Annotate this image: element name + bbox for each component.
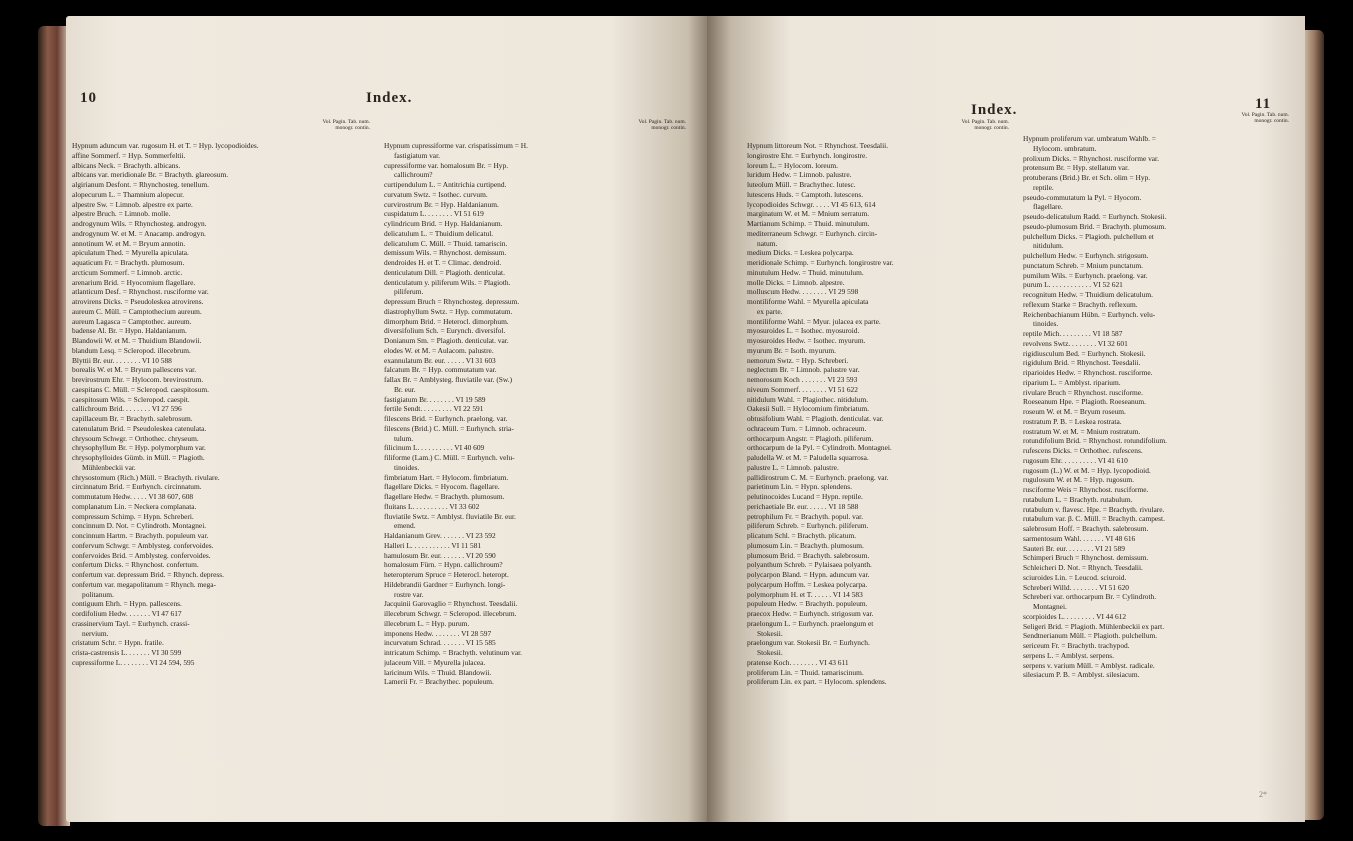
index-entry: crassinervium Tayl. = Eurhynch. crassi- (72, 618, 190, 628)
index-entry: imponens Hedw. . . . . . . . VI 28 597 (384, 628, 492, 638)
index-entry: annotinum W. et M. = Bryum annotin. (72, 238, 186, 248)
index-entry: riparioides Hedw. = Rhynchost. rusciforme. (1023, 368, 1153, 377)
index-entry: crista-castrensis L. . . . . . . VI 30 599 (72, 648, 182, 657)
index-entry: Hypnum cupressiforme var. crispatissimum = H. (384, 141, 528, 150)
index-entry: reptile. (1033, 182, 1054, 192)
index-entry: elodes W. et M. = Aulacom. palustre. (384, 345, 494, 355)
index-entry: caespitans C. Müll. = Scleropod. caespitosum. (72, 384, 209, 394)
index-entry: exannulatum Br. eur. . . . . . VI 31 603 (384, 355, 496, 365)
index-entry: proliferum Lin. ex part. = Hylocom. splendens. (747, 677, 887, 687)
index-entry: dimorphum Brid. = Heterocl. dimorphum. (384, 316, 509, 326)
index-entry: cristatum Schr. = Hypn. fratile. (72, 638, 164, 648)
index-entry: lycopodioides Schwgr. . . . . VI 45 613, 614 (747, 199, 876, 209)
index-entry: filicinum L. . . . . . . . . . VI 40 609 (384, 443, 485, 453)
index-entry: catenulatum Brid. = Pseudoleskea catenulata. (72, 423, 207, 433)
index-entry: incurvatum Schrad. . . . . . . VI 15 585 (384, 638, 496, 648)
index-entry: fastigiatum var. (394, 150, 440, 160)
index-entry: compressum Schimp. = Hypn. Schreberi. (72, 511, 194, 521)
index-entry: filescens (Brid.) C. Müll. = Eurhynch. stria- (384, 423, 514, 433)
index-entry: tinoides. (394, 462, 420, 472)
index-entry: rusciforme Weis = Rhynchost. rusciforme. (1023, 485, 1149, 494)
index-entry: falcatum Br. = Hyp. commutatum var. (384, 365, 497, 375)
index-entry: plumosum Brid. = Brachyth. salebrosum. (747, 550, 870, 560)
index-entry: pseudo-plumosum Brid. = Brachyth. plumosum. (1023, 221, 1167, 231)
index-entry: hamulosum Br. eur. . . . . . . VI 20 590 (384, 550, 496, 560)
index-entry: albicans Neck. = Brachyth. albicans. (72, 160, 181, 170)
index-entry: Martianum Schimp. = Thuid. minutulum. (747, 219, 870, 228)
index-entry: confervum Schwgr. = Amblysteg. confervoides. (72, 540, 214, 550)
index-entry: caespitosum Wils. = Scleropod. caespit. (72, 394, 190, 404)
index-entry: arenarium Brid. = Hyocomium flagellare. (72, 277, 196, 287)
index-entry: illecebrum Schwgr. = Scleropod. illecebrum. (384, 609, 517, 618)
index-entry: contiguum Ehrh. = Hypn. pallescens. (72, 599, 182, 609)
index-entry: niveum Sommerf. . . . . . . . VI 51 622 (747, 384, 858, 394)
index-entry: intricatum Schimp. = Brachyth. velutinum var. (384, 648, 522, 657)
index-entry: alopecurum L. = Thamnium alopecur. (72, 189, 184, 199)
index-entry: luridum Hedw. = Limnob. palustre. (747, 170, 852, 180)
index-entry: molle Dicks. = Limnob. alpestre. (747, 277, 845, 287)
open-book (38, 16, 1324, 822)
index-entry: demissum Wils. = Rhynchost. demissum. (384, 248, 507, 258)
index-entry: pumilum Wils. = Eurhynch. praelong. var. (1023, 270, 1148, 280)
index-entry: delicatulum C. Müll. = Thuid. tamariscin. (384, 238, 508, 248)
index-entry: recognitum Hedw. = Thuidium delicatulum. (1023, 290, 1153, 299)
index-entry: Haldanianum Grev. . . . . . . VI 23 592 (384, 531, 496, 540)
index-entry: prolixum Dicks. = Rhynchost. rusciforme var. (1023, 153, 1159, 163)
index-entry: pallidirostrum C. M. = Eurhynch. praelong. var. (747, 472, 889, 482)
index-entry: neglectum Br. = Limnob. palustre var. (747, 365, 860, 375)
index-entry: borealis W. et M. = Bryum pallescens var. (72, 365, 197, 375)
index-entry: chrysostomum (Rich.) Müll. = Brachyth. rivulare. (72, 472, 220, 482)
index-entry: pulchellum Hedw. = Eurhynch. strigosum. (1023, 251, 1149, 260)
index-entry: Mühlenbeckii var. (82, 462, 136, 472)
index-entry: serpens L. = Amblyst. serpens. (1023, 650, 1114, 660)
index-entry: scorpioides L. . . . . . . . . VI 44 612 (1023, 611, 1127, 621)
index-entry: reptile Mich. . . . . . . . . VI 18 587 (1023, 329, 1123, 338)
index-entry: myosuroides Hedw. = Isothec. myurum. (747, 336, 866, 345)
index-entry: algirianum Desfont. = Rhynchosteg. tenellum. (72, 180, 209, 189)
index-entry: aureum C. Müll. = Camptothecium aureum. (72, 306, 202, 316)
index-entry: molluscum Hedw. . . . . . . . VI 29 598 (747, 287, 859, 297)
column-header: Vol. Pagin. Tab. num. monogr. contin. (961, 119, 1009, 131)
index-entry: diversifolium Sch. = Eurynch. diversifol. (384, 326, 506, 336)
index-entry: aquaticum Fr. = Brachyth. plumosum. (72, 258, 185, 267)
index-entry: Sendtnerianum Müll. = Plagioth. pulchellum. (1023, 631, 1158, 641)
index-entry: alpestre Sw. = Limnob. alpestre ex parte. (72, 199, 193, 209)
index-entry: badense Al. Br. = Hypn. Haldanianum. (72, 326, 187, 336)
index-entry: cuspidatum L. . . . . . . . VI 51 619 (384, 209, 484, 219)
index-entry: dendroides H. et T. = Climac. dendroid. (384, 258, 502, 267)
index-entry: confertum var. depressum Brid. = Rhynch. depress. (72, 570, 224, 579)
index-entry: alpestre Bruch. = Limnob. molle. (72, 209, 171, 219)
index-entry: Schreberi Willd. . . . . . . . VI 51 620 (1023, 582, 1129, 592)
index-entry: salebrosum Hoff. = Brachyth. salebrosum. (1023, 524, 1149, 533)
index-entry: populeum Hedw. = Brachyth. populeum. (747, 599, 868, 609)
index-entry: Hypnum proliferum var. umbratum Wahlb. = (1023, 134, 1156, 143)
index-entry: palustre L. = Limnob. palustre. (747, 462, 839, 472)
signature-mark: 2* (1259, 790, 1267, 799)
left-page (66, 16, 707, 822)
index-entry: politanum. (82, 589, 114, 599)
index-entry: cylindricum Brid. = Hyp. Haldanianum. (384, 219, 503, 228)
index-entry: Halleri L. . . . . . . . . . . VI 11 581 (384, 540, 482, 550)
index-entry: silesiacum P. B. = Amblyst. silesiacum. (1023, 670, 1140, 680)
index-entry: piliferum. (394, 287, 424, 297)
index-entry: complanatum Lin. = Neckera complanata. (72, 501, 197, 511)
right-page (707, 16, 1305, 822)
index-entry: perichaetiale Br. eur. . . . . . VI 18 588 (747, 501, 859, 511)
index-entry: Hildebrandii Gardner = Eurhynch. longi- (384, 579, 506, 589)
index-entry: Stokesii. (757, 648, 783, 657)
index-entry: montiliforme Wahl. = Myurella apiculata (747, 297, 869, 306)
index-entry: Oakesii Sull. = Hylocomium fimbriatum. (747, 404, 869, 414)
index-entry: chrysoum Schwgr. = Orthothec. chryseum. (72, 433, 199, 443)
index-entry: pratense Koch. . . . . . . . VI 43 611 (747, 657, 849, 667)
index-entry: mediterraneum Schwgr. = Eurhynch. circin- (747, 228, 878, 238)
index-entry: polymorphum H. et T. . . . . . VI 14 583 (747, 589, 863, 599)
index-entry: fallax Br. = Amblysteg. fluviatile var. (Sw.) (384, 375, 513, 384)
index-entry: delicatulum L. = Thuidium delicatul. (384, 228, 494, 238)
index-entry: curvirostrum Br. = Hyp. Haldanianum. (384, 199, 499, 209)
index-entry: proliferum Lin. = Thuid. tamariscinum. (747, 667, 864, 677)
index-entry: callichroum Brid. . . . . . . . VI 27 596 (72, 404, 182, 414)
index-entry: atlanticum Desf. = Rhynchost. rusciforme var. (72, 287, 209, 297)
index-entry: orthocarpum de la Pyl. = Cylindroth. Montagnei. (747, 443, 892, 453)
column-header: Vol. Pagin. Tab. num. monogr. contin. (1241, 112, 1289, 124)
index-entry: fimbriatum Hart. = Hylocom. fimbriatum. (384, 472, 509, 482)
index-entry: praecox Hedw. = Eurhynch. strigosum var. (747, 609, 874, 618)
index-entry: montiliforme Wahl. = Myur. julacea ex parte. (747, 316, 881, 326)
index-entry: rugosum Ehr. . . . . . . . . . VI 41 610 (1023, 455, 1128, 465)
index-entry: confertum var. megapolitanum = Rhynch. mega- (72, 579, 216, 589)
index-entry: rostratum W. et M. = Mnium rostratum. (1023, 426, 1141, 436)
index-entry: rotundifolium Brid. = Rhynchost. rotundifolium. (1023, 436, 1167, 446)
index-entry: sarmentosum Wahl. . . . . . . VI 48 616 (1023, 533, 1136, 543)
index-entry: rigidiusculum Bed. = Eurhynch. Stokesii. (1023, 348, 1146, 358)
index-entry: capillaceum Br. = Brachyth. salebrosum. (72, 414, 193, 423)
index-entry: concinnum Hartm. = Brachyth. populeum var. (72, 531, 209, 540)
index-entry: curtipendulum L. = Antitrichia curtipend. (384, 180, 507, 189)
index-entry: lutescens Huds. = Camptoth. lutescens. (747, 189, 864, 199)
index-entry: polyanthum Schreb. = Pylaisaea polyanth. (747, 560, 872, 570)
index-entry: aureum Lagasca = Camptothec. aureum. (72, 316, 192, 326)
index-entry: confervoides Brid. = Amblysteg. confervoides. (72, 550, 211, 560)
page-number-right: 11 (1255, 96, 1272, 112)
index-entry: paludella W. et M. = Paludella squarrosa. (747, 453, 869, 462)
index-entry: cupressiforme var. homalosum Br. = Hyp. (384, 160, 509, 170)
index-entry: plumosum Lin. = Brachyth. plumosum. (747, 540, 864, 550)
index-entry: confertum Dicks. = Rhynchost. confertum. (72, 560, 199, 570)
index-entry: flagellare Hedw. = Brachyth. plumosum. (384, 492, 505, 501)
index-entry: chrysophyllum Br. = Hyp. polymorphum var. (72, 443, 206, 453)
index-entry: rostre var. (394, 589, 424, 599)
index-entry: piliferum Schreb. = Eurhynch. piliferum. (747, 521, 869, 531)
index-entry: Seligeri Brid. = Plagioth. Mühlenbeckii ex part. (1023, 621, 1165, 631)
index-entry: pseudo-delicatulum Radd. = Eurhynch. Stokesii. (1023, 212, 1167, 221)
index-entry: emend. (394, 521, 416, 531)
index-entry: protuberans (Brid.) Br. et Sch. olim = Hyp. (1023, 173, 1151, 182)
index-entry: callichroum? (394, 170, 433, 180)
index-entry: parietinum Lin. = Hypn. splendens. (747, 482, 852, 492)
index-entry: purum L. . . . . . . . . . . . VI 52 621 (1023, 280, 1123, 290)
index-entry: ex parte. (757, 306, 783, 316)
index-entry: heteropterum Spruce = Heterocl. heteropt. (384, 570, 509, 579)
index-entry: rostratum P. B. = Leskea rostrata. (1023, 416, 1122, 426)
index-entry: marginatum W. et M. = Mnium serratum. (747, 209, 870, 219)
index-entry: fluviatile Swtz. = Amblyst. fluviatile Br. eur. (384, 511, 516, 521)
index-entry: cupressiforme L. . . . . . . . VI 24 594, 595 (72, 657, 195, 667)
right-page-edges (1302, 30, 1324, 820)
index-entry: filescens Brid. = Eurhynch. praelong. var. (384, 414, 508, 423)
index-entry: sciuroides Lin. = Leucod. sciuroid. (1023, 572, 1127, 582)
index-entry: medium Dicks. = Leskea polycarpa. (747, 248, 854, 258)
index-entry: blandum Lesq. = Scleropod. illecebrum. (72, 345, 191, 355)
index-entry: Sauteri Br. eur. . . . . . . . VI 21 589 (1023, 543, 1125, 553)
index-entry: Hypnum aduncum var. rugosum H. et T. = Hyp. lycopodioides. (72, 141, 259, 150)
index-entry: illecebrum L. = Hyp. purum. (384, 618, 470, 628)
index-entry: Schreberi var. orthocarpum Br. = Cylindroth. (1023, 592, 1157, 602)
page-number-left: 10 (80, 90, 97, 106)
index-entry: ochraceum Turn. = Limnob. ochraceum. (747, 423, 867, 433)
index-entry: Jacquinii Garovaglio = Rhynchost. Teesdalii. (384, 599, 518, 609)
index-entry: roseum W. et M. = Bryum roseum. (1023, 407, 1126, 416)
index-entry: Stokesii. (757, 628, 783, 638)
index-entry: myosuroides L. = Isothec. myosuroid. (747, 326, 860, 336)
index-entry: plicatum Schl. = Brachyth. plicatum. (747, 531, 857, 540)
index-entry: nemorum Swtz. = Hyp. Schreberi. (747, 355, 849, 365)
index-entry: Montagnei. (1033, 602, 1067, 611)
index-entry: rivulare Bruch = Rhynchost. rusciforme. (1023, 387, 1143, 397)
index-entry: Blyttii Br. eur. . . . . . . . VI 10 588 (72, 355, 172, 365)
index-entry: diastrophyllum Swtz. = Hyp. commutatum. (384, 306, 513, 316)
index-entry: rufescens Dicks. = Orthothec. rufescens. (1023, 446, 1143, 455)
index-entry: natum. (757, 238, 778, 248)
index-entry: Lamerii Fr. = Brachythec. populeum. (384, 677, 494, 687)
index-entry: concinnum D. Not. = Cylindroth. Montagnei. (72, 521, 207, 531)
index-entry: flagellare. (1033, 202, 1063, 212)
index-entry: fertile Sendt. . . . . . . . . VI 22 591 (384, 404, 484, 414)
index-entry: depressum Bruch = Rhynchosteg. depressum. (384, 297, 520, 306)
index-entry: revolvens Swtz. . . . . . . . VI 32 601 (1023, 338, 1128, 348)
index-entry: affine Sommerf. = Hyp. Sommerfeltii. (72, 150, 186, 160)
index-entry: arcticum Sommerf. = Limnob. arctic. (72, 267, 183, 277)
index-entry: tulum. (394, 433, 414, 443)
index-entry: Schleicheri D. Not. = Rhynch. Teesdalii. (1023, 563, 1143, 572)
index-entry: apiculatum Thed. = Myurella apiculata. (72, 248, 189, 258)
index-entry: rutabulum L. = Brachyth. rutabulum. (1023, 494, 1133, 504)
index-entry: chrysophylloides Gümb. in Müll. = Plagioth. (72, 453, 205, 462)
index-entry: Roeseanum Hpe. = Plagioth. Roeseanum. (1023, 397, 1147, 407)
column-header: Vol. Pagin. Tab. num. monogr. contin. (322, 119, 370, 131)
column-header: Vol. Pagin. Tab. num. monogr. contin. (638, 119, 686, 131)
index-entry: laricinum Wils. = Thuid. Blandowii. (384, 667, 492, 677)
index-entry: sericeum Fr. = Brachyth. trachypod. (1023, 641, 1130, 650)
right-column-1 (747, 119, 1009, 687)
index-entry: commutatum Hedw. . . . . VI 38 607, 608 (72, 492, 194, 501)
index-entry: Donianum Sm. = Plagioth. denticulat. var. (384, 336, 509, 345)
index-entry: filiforme (Lam.) C. Müll. = Eurhynch. velu- (384, 453, 515, 462)
index-entry: polycarpon Bland. = Hypn. aduncum var. (747, 570, 870, 579)
index-entry: circinnatum Brid. = Eurhynch. circinnatum. (72, 482, 202, 492)
page-title-left: Index. (366, 90, 413, 106)
index-entry: serpens v. varium Müll. = Amblyst. radicale. (1023, 660, 1155, 670)
index-entry: androgynum W. et M. = Anacamp. androgyn. (72, 228, 206, 238)
index-entry: Br. eur. (394, 384, 416, 394)
index-entry: nervium. (82, 628, 109, 638)
index-entry: rigidulum Brid. = Rhynchost. Teesdalii. (1023, 358, 1141, 368)
index-entry: atrovirens Dicks. = Pseudoleskea atrovirens. (72, 297, 204, 306)
index-entry: fluitans L. . . . . . . . . . VI 33 602 (384, 501, 480, 511)
index-entry: orthocarpum Angstr. = Plagioth. piliferum. (747, 433, 874, 443)
index-entry: nemorosum Koch . . . . . . . VI 23 593 (747, 375, 858, 384)
index-entry: praelongum var. Stokesii Br. = Eurhynch. (747, 638, 870, 648)
index-entry: protensum Br. = Hyp. stellatum var. (1023, 163, 1129, 173)
index-entry: cordifolium Hedw. . . . . . . VI 47 617 (72, 609, 182, 618)
index-entry: punctatum Schreb. = Mnium punctatum. (1023, 260, 1143, 270)
index-entry: Hylocom. umbratum. (1033, 143, 1097, 153)
index-entry: minutulum Hedw. = Thuid. minutulum. (747, 267, 864, 277)
index-entry: fastigiatum Br. . . . . . . . VI 19 589 (384, 394, 486, 404)
index-entry: nitidulum Wahl. = Plagiothec. nitidulum. (747, 394, 869, 404)
index-entry: luteolum Müll. = Brachythec. lutesc. (747, 180, 856, 189)
index-entry: albicans var. meridionale Br. = Brachyth. glareosum. (72, 170, 229, 180)
index-entry: homalosum Fürn. = Hypn. callichroum? (384, 560, 503, 570)
index-entry: rugosum (L.) W. et M. = Hyp. lycopodioid. (1023, 465, 1151, 475)
index-entry: pelutinocoides Lucand = Hypn. reptile. (747, 492, 863, 501)
right-column-2 (1023, 112, 1289, 680)
index-entry: polycarpum Hoffm. = Leskea polycarpa. (747, 579, 868, 589)
index-entry: Hypnum littoreum Not. = Rhynchost. Teesdalii. (747, 141, 889, 150)
index-entry: Reichenbachianum Hübn. = Eurhynch. velu- (1023, 309, 1156, 319)
index-entry: Schimperi Bruch = Rhynchost. demissum. (1023, 553, 1149, 563)
index-entry: pseudo-commutatum la Pyl. = Hyocom. (1023, 192, 1142, 202)
index-entry: Blandowii W. et M. = Thuidium Blandowii. (72, 336, 202, 345)
index-entry: praelongum L. = Eurhynch. praelongum et (747, 618, 874, 628)
left-column-1 (72, 119, 370, 668)
index-entry: rutabulum var. β. C. Müll. = Brachyth. campest. (1023, 514, 1165, 524)
index-entry: nitidulum. (1033, 241, 1064, 251)
index-entry: longirostre Ehr. = Eurhynch. longirostre. (747, 150, 868, 160)
index-entry: julaceum Vill. = Myurella julacea. (384, 657, 486, 667)
index-entry: denticulatum y. piliferum Wils. = Plagioth. (384, 277, 511, 287)
index-entry: tinoides. (1033, 319, 1059, 329)
index-entry: riparium L. = Amblyst. riparium. (1023, 377, 1121, 387)
index-entry: androgynum Wils. = Rhynchosteg. androgyn. (72, 219, 207, 228)
index-entry: pulchellum Dicks. = Plagioth. pulchellum et (1023, 231, 1154, 241)
index-entry: rutabulum v. flavesc. Hpe. = Brachyth. rivulare. (1023, 504, 1165, 514)
index-entry: rugulosum W. et M. = Hyp. rugosum. (1023, 475, 1134, 485)
index-entry: meridionale Schimp. = Eurhynch. longirostre var. (747, 258, 894, 267)
index-entry: flagellare Dicks. = Hyocom. flagellare. (384, 482, 500, 492)
index-entry: curvatum Swtz. = Isothec. curvum. (384, 189, 488, 199)
left-column-2 (384, 119, 686, 687)
index-entry: brevirostrum Ehr. = Hylocom. brevirostrum. (72, 375, 204, 384)
index-entry: reflexum Starke = Brachyth. reflexum. (1023, 299, 1138, 309)
index-entry: loreum L. = Hylocom. loreum. (747, 160, 838, 170)
page-title-right: Index. (971, 102, 1018, 118)
index-entry: denticulatum Dill. = Plagioth. denticulat. (384, 267, 505, 277)
index-entry: obtusifolium Wahl. = Plagioth. denticulat. var. (747, 414, 884, 423)
index-entry: myurum Br. = Isoth. myurum. (747, 345, 836, 355)
index-entry: petrophilum Fr. = Brachyth. popul. var. (747, 511, 864, 521)
